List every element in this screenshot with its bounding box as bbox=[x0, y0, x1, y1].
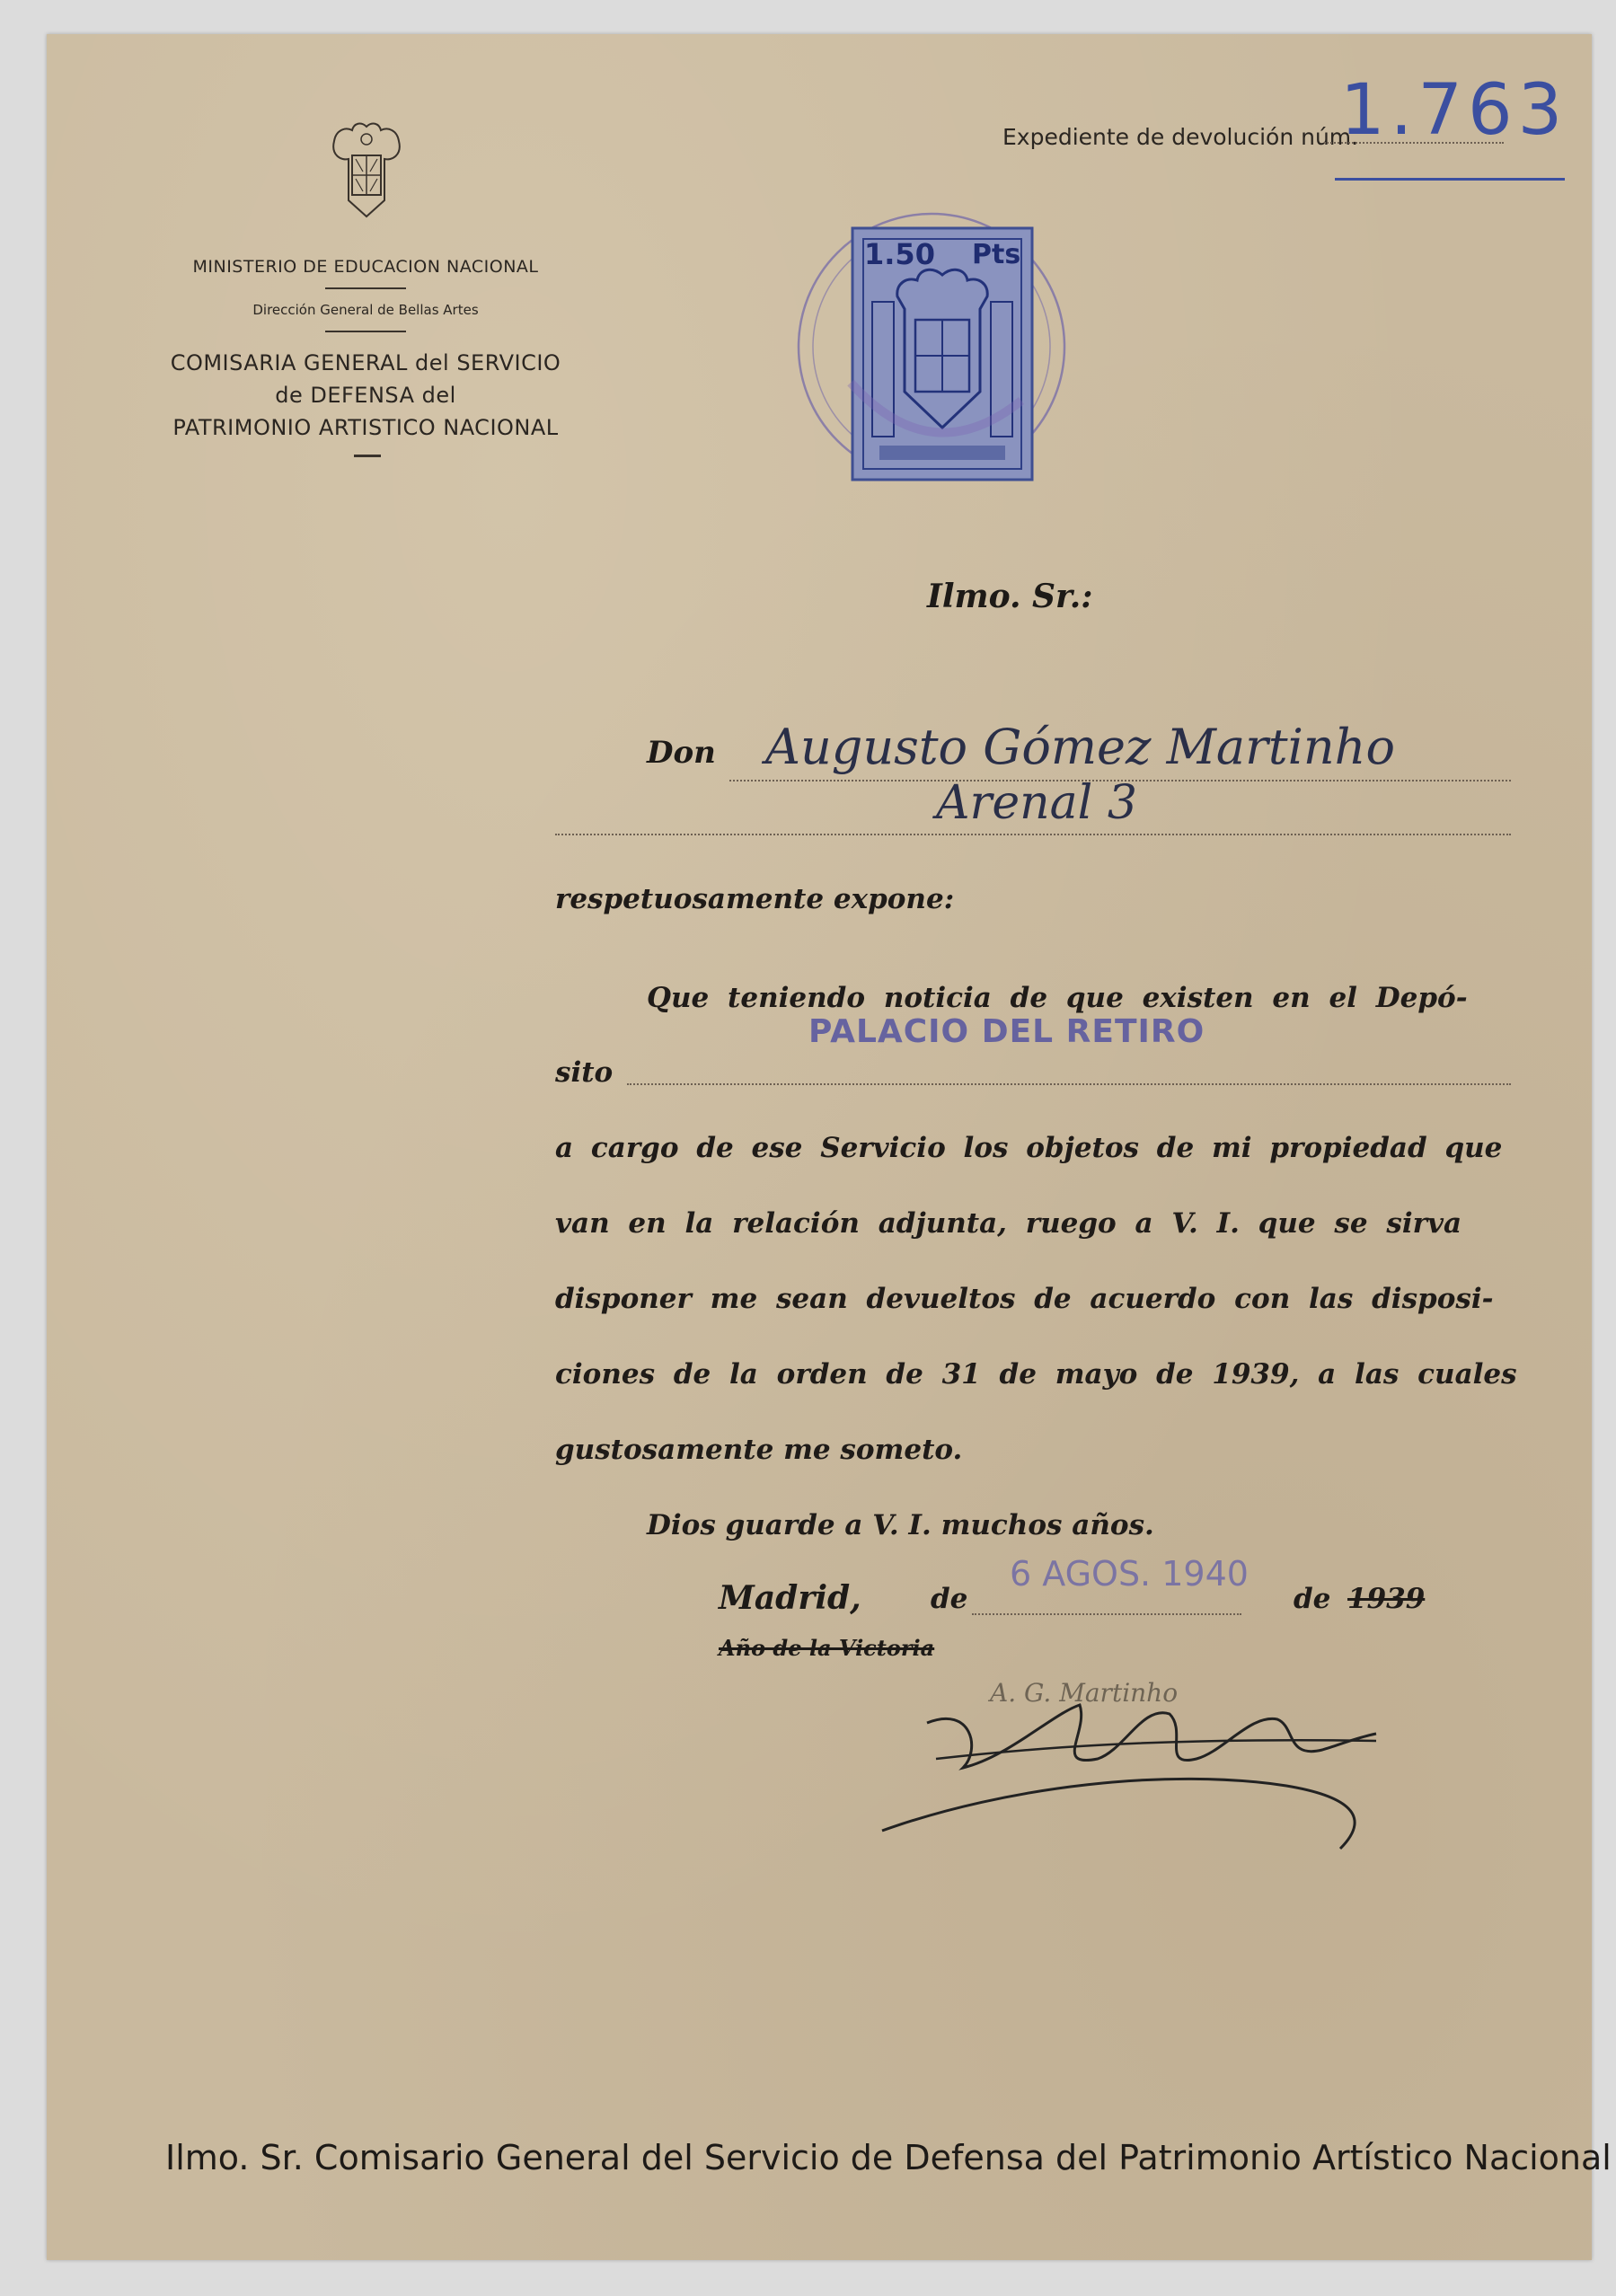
body-line-6: ciones de la orden de 31 de mayo de 1939, a las cuales bbox=[555, 1358, 1517, 1391]
stamp-currency: Pts bbox=[972, 239, 1021, 270]
salutation: Ilmo. Sr.: bbox=[927, 578, 1093, 615]
date-de-1: de bbox=[931, 1583, 968, 1615]
applicant-address: Arenal 3 bbox=[936, 776, 1137, 830]
date-stamp: 6 AGOS. 1940 bbox=[1010, 1554, 1249, 1594]
body-line-2-prefix: sito bbox=[555, 1056, 614, 1089]
ministry-name: MINISTERIO DE EDUCACION NACIONAL bbox=[192, 257, 539, 277]
letterhead-direction-block bbox=[155, 302, 577, 318]
commission-block bbox=[137, 347, 595, 444]
victory-year-struck: Año de la Victoria bbox=[719, 1635, 935, 1661]
expediente-label: Expediente de devolución núm. bbox=[1002, 124, 1359, 150]
closing-line: Dios guarde a V. I. muchos años. bbox=[647, 1509, 1154, 1541]
divider bbox=[325, 331, 406, 332]
date-place: Madrid, bbox=[719, 1579, 861, 1617]
divider bbox=[354, 455, 381, 457]
body-line-7: gustosamente me someto. bbox=[555, 1434, 963, 1466]
applicant-name: Augusto Gómez Martinho bbox=[765, 719, 1395, 775]
applicant-prefix: Don bbox=[647, 735, 716, 771]
divider bbox=[325, 287, 406, 289]
expone-line: respetuosamente expone: bbox=[555, 883, 955, 915]
stamp-value: 1.50 bbox=[864, 237, 935, 271]
deposit-stamp: PALACIO DEL RETIRO bbox=[808, 1013, 1205, 1050]
commission-line-2: de DEFENSA del bbox=[275, 383, 456, 408]
body-line-5: disponer me sean devueltos de acuerdo con las disposi- bbox=[555, 1283, 1494, 1315]
coat-of-arms-icon bbox=[322, 119, 411, 227]
commission-line-3: PATRIMONIO ARTISTICO NACIONAL bbox=[172, 415, 559, 440]
date-dotted-line bbox=[972, 1613, 1241, 1615]
body-line-4: van en la relación adjunta, ruego a V. I. que se sirva bbox=[555, 1207, 1462, 1240]
signature-text: A. G. Martinho bbox=[990, 1678, 1179, 1708]
date-de-2: de bbox=[1294, 1583, 1331, 1615]
document-sheet bbox=[47, 34, 1612, 2260]
direction-name: Dirección General de Bellas Artes bbox=[252, 302, 479, 318]
footer-addressee: Ilmo. Sr. Comisario General del Servicio de Defensa del Patrimonio Artístico Nacional bbox=[165, 2138, 1612, 2177]
body-line-1: Que teniendo noticia de que existen en el Depó- bbox=[647, 982, 1468, 1014]
deposit-dotted-line bbox=[627, 1083, 1511, 1085]
applicant-address-line bbox=[555, 834, 1511, 835]
body-line-3: a cargo de ese Servicio los objetos de mi propiedad que bbox=[555, 1132, 1503, 1164]
revenue-stamp bbox=[797, 203, 1084, 508]
letterhead bbox=[155, 257, 577, 277]
year-struck: 1939 bbox=[1347, 1583, 1426, 1615]
expediente-underline bbox=[1335, 178, 1565, 181]
commission-line-1: COMISARIA GENERAL del SERVICIO bbox=[170, 350, 561, 375]
expediente-number: 1.763 bbox=[1340, 70, 1568, 151]
